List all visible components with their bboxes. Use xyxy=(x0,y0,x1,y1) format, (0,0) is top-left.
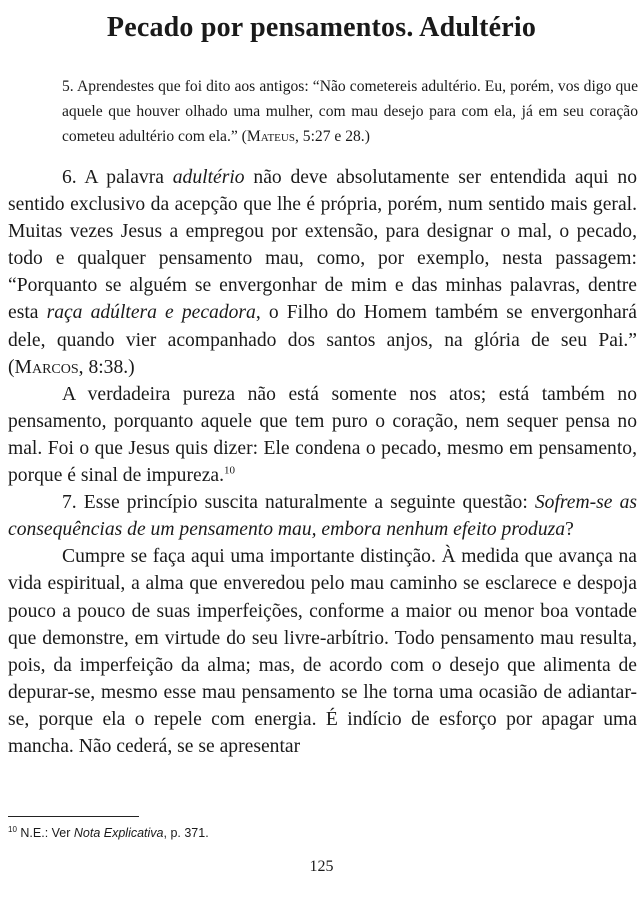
text-run: Cumpre se faça aqui uma importante distinção. À medida que avança na vida espiritual, a alma que enveredou pelo mau caminho se esclarece e despoja pouco a pouco de suas imperfeições, conforme a maior ou menor boa vontade que demonstre, em virtude do seu livre-arbítrio. Todo pensamento mau resulta, pois, da imperfeição da alma; mas, de acordo com o desejo que alimenta de depurar-se, mesmo esse mau pensamento se lhe torna uma ocasião de adiantar-se, porque ela o repele com energia. É indício de esforço por apagar uma mancha. Não cederá, se se apresentar xyxy=(8,546,637,757)
text-run: não deve absolutamente ser entendida aqui no sentido exclusivo da acepção que lhe é própria, porém, num sentido mais geral. Muitas vezes Jesus a empregou por extensão, para designar o mal, o pecado, todo e qualquer pensamento mau, como, por exemplo, nesta passagem: “Porquanto se alguém se envergonhar de mim e das minhas palavras, dentre esta xyxy=(8,167,637,324)
italic-text: Nota Explicativa xyxy=(73,826,164,840)
text-run: Esse princípio suscita naturalmente a seguinte questão: xyxy=(76,492,535,514)
text-run: A palavra xyxy=(76,167,173,188)
quote-text: Aprendestes que foi dito aos antigos: “Não cometereis adultério. Eu, porém, vos digo que aquele que houver olhado uma mulher, com mau desejo para com ela, já em seu coração cometeu adultério com ela.” xyxy=(62,78,638,145)
paragraph-6 xyxy=(8,164,637,381)
italic-text: Sofrem-se as consequências de um pensamento mau, embora nenhum efeito produza xyxy=(8,492,637,541)
text-run: ? xyxy=(565,519,574,541)
ref-name: Marcos xyxy=(14,356,79,378)
text-run: A verdadeira pureza não está somente nos atos; está também no pensamento, porquanto aquele que tem puro o coração, nem sequer pensa no mal. Foi o que Jesus quis dizer: Ele condena o pecado, mesmo em pensamento, porque é sinal de impureza. xyxy=(8,383,637,487)
paragraph-number: 7. xyxy=(62,492,77,514)
footnote xyxy=(8,826,608,840)
footnote-number: 10 xyxy=(8,824,17,834)
text-run: , p. 371. xyxy=(163,826,209,840)
ref-verse: , 8:38.) xyxy=(78,356,135,378)
italic-text: adultério xyxy=(172,167,245,188)
page-number: 125 xyxy=(309,858,334,875)
paragraph-pureza xyxy=(8,381,637,489)
italic-text: raça adúltera e pecadora xyxy=(46,302,256,324)
quote-ref-verse: , 5:27 e 28.) xyxy=(294,128,370,145)
footnote-ref[interactable]: 10 xyxy=(224,464,235,477)
quote-ref-name: Mateus xyxy=(246,128,295,145)
paragraph-7 xyxy=(8,489,637,543)
quote-number: 5. xyxy=(62,78,74,95)
paragraph-number: 6. xyxy=(62,167,77,188)
gospel-quote: 5. Aprendestes que foi dito aos antigos: “Não cometereis adultério. Eu, porém, vos digo que aquele que houver olhado uma mulher, com mau desejo para com ela, já em seu coração cometeu adultério com ela.” (Mateus, 5:27 e 28.) xyxy=(62,78,638,145)
page-title: Pecado por pensamentos. Adultério xyxy=(106,12,537,43)
paragraph-cumpre xyxy=(8,543,637,760)
footnote-divider xyxy=(8,816,139,817)
text-run: N.E.: Ver xyxy=(16,826,74,840)
body-text xyxy=(8,164,637,760)
text-run: , o Filho do Homem também se envergonhará dele, quando vier acompanhado dos santos anjos, na glória de seu Pai.” ( xyxy=(8,302,637,378)
